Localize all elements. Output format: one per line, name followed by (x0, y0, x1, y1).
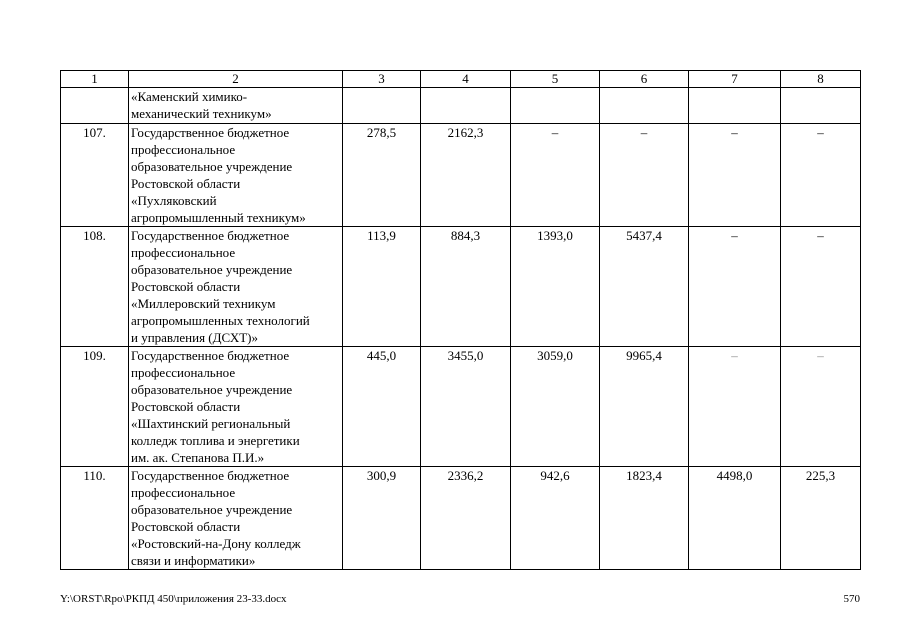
value-cell (781, 88, 861, 124)
value-cell: 1393,0 (511, 227, 600, 347)
value-cell: 1823,4 (600, 467, 689, 570)
footer-file-path: Y:\ORST\Rpo\РКПД 450\приложения 23-33.docx (60, 593, 287, 605)
value-cell: 225,3 (781, 467, 861, 570)
value-cell: 942,6 (511, 467, 600, 570)
value-cell: – (689, 347, 781, 467)
value-cell: 4498,0 (689, 467, 781, 570)
value-cell: – (689, 227, 781, 347)
row-number: 108. (61, 227, 129, 347)
value-cell: 113,9 (343, 227, 421, 347)
value-cell: 3059,0 (511, 347, 600, 467)
institution-name: Государственное бюджетное профессиональное образовательное учреждение Ростовской области «Миллеровский техникум агропромышленных технологий и управления (ДСХТ)» (129, 227, 343, 347)
value-cell: – (781, 124, 861, 227)
value-cell: 9965,4 (600, 347, 689, 467)
column-numbers-row (61, 71, 861, 88)
page-number: 570 (843, 593, 860, 605)
value-cell: 300,9 (343, 467, 421, 570)
institution-name: Государственное бюджетное профессиональное образовательное учреждение Ростовской области «Ростовский-на-Дону колледж связи и информатики» (129, 467, 343, 570)
table-row (61, 467, 861, 570)
row-number: 110. (61, 467, 129, 570)
value-cell (689, 88, 781, 124)
column-header: 4 (421, 71, 511, 88)
value-cell (421, 88, 511, 124)
table-row (61, 124, 861, 227)
column-header: 7 (689, 71, 781, 88)
value-cell: – (689, 124, 781, 227)
row-number (61, 88, 129, 124)
value-cell: – (781, 227, 861, 347)
table-row (61, 347, 861, 467)
value-cell: 884,3 (421, 227, 511, 347)
value-cell (343, 88, 421, 124)
value-cell (600, 88, 689, 124)
value-cell: 278,5 (343, 124, 421, 227)
column-header: 6 (600, 71, 689, 88)
table-row (61, 88, 861, 124)
value-cell: 2336,2 (421, 467, 511, 570)
column-header: 8 (781, 71, 861, 88)
column-header: 1 (61, 71, 129, 88)
budget-table (60, 70, 861, 570)
column-header: 5 (511, 71, 600, 88)
value-cell: 445,0 (343, 347, 421, 467)
institution-name: «Каменский химико- механический техникум» (129, 88, 343, 124)
value-cell: – (781, 347, 861, 467)
institution-name: Государственное бюджетное профессиональное образовательное учреждение Ростовской области «Пухляковский агропромышленный техникум» (129, 124, 343, 227)
column-header: 2 (129, 71, 343, 88)
row-number: 109. (61, 347, 129, 467)
value-cell: 5437,4 (600, 227, 689, 347)
value-cell: 2162,3 (421, 124, 511, 227)
table-row (61, 227, 861, 347)
value-cell: – (511, 124, 600, 227)
institution-name: Государственное бюджетное профессиональное образовательное учреждение Ростовской области «Шахтинский региональный колледж топлива и энергетики им. ак. Степанова П.И.» (129, 347, 343, 467)
row-number: 107. (61, 124, 129, 227)
value-cell: 3455,0 (421, 347, 511, 467)
column-header: 3 (343, 71, 421, 88)
value-cell (511, 88, 600, 124)
value-cell: – (600, 124, 689, 227)
